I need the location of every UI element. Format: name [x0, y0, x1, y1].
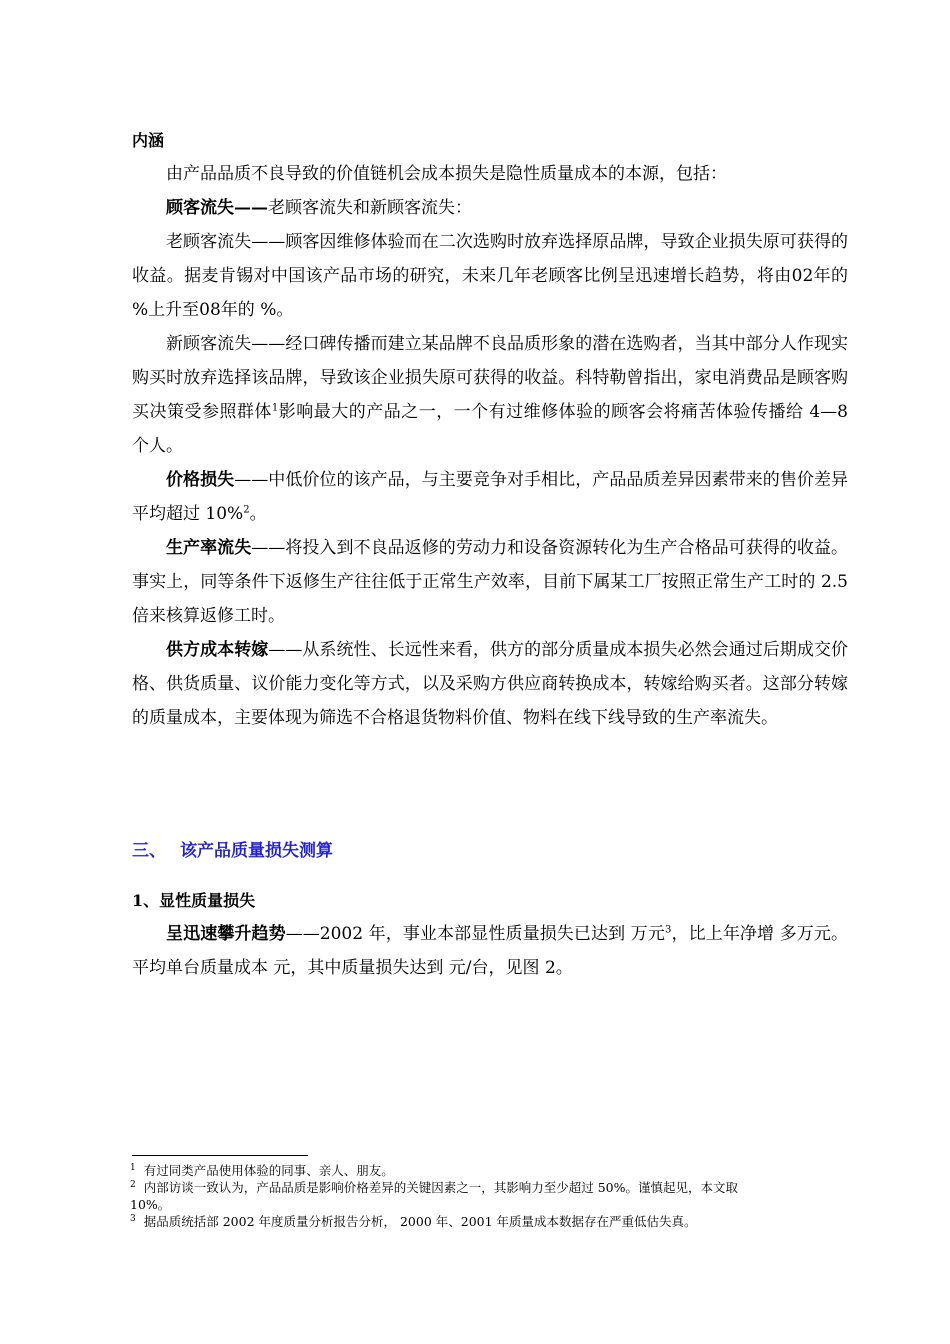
- new-customer-text-a: 新顾客流失——经口碑传播而建立某品牌不良品质形象的潜在选购者，当其中部分人作现实购买时放弃选择该品牌，导致该企业损失原可获得的收益。科特勒曾指出，家电消费品是顾客购买决策受参照群体: [132, 334, 848, 422]
- rise-paragraph: [132, 917, 848, 985]
- price-loss-text-a: ——中低价位的该产品，与主要竞争对手相比，产品品质差异因素带来的售价差异平均超过 10%: [132, 470, 849, 524]
- footnote-1: [130, 1162, 830, 1179]
- footnote-number: 1: [130, 1162, 136, 1173]
- footnote-3: [130, 1213, 830, 1230]
- rise-text-a: ——2002 年，事业本部显性质量损失已达到 万元: [285, 924, 665, 944]
- new-customer-text-b: 影响最大的产品之一，一个有过维修体验的顾客会将痛苦体验传播给 4—8 个人。: [132, 402, 848, 456]
- footnote-number: 2: [130, 1179, 136, 1190]
- footnote-text: 内部访谈一致认为，产品品质是影响价格差异的关键因素之一，其影响力至少超过 50%。谨慎起见，本文取: [143, 1180, 738, 1195]
- footnote-text: 有过同类产品使用体验的同事、亲人、朋友。: [143, 1163, 394, 1178]
- productivity-loss-text: ——将投入到不良品返修的劳动力和设备资源转化为生产合格品可获得的收益。事实上，同等条件下返修生产往往低于正常生产效率，目前下属某工厂按照正常生产工时的 2.5 倍来核算返修工时。: [132, 538, 849, 626]
- body-block-2: [132, 917, 848, 985]
- supplier-cost-paragraph: [132, 633, 848, 735]
- footnote-2: [130, 1179, 830, 1213]
- footnotes: [130, 1162, 830, 1230]
- supplier-cost-term: 供方成本转嫁: [166, 640, 269, 660]
- body-block-1: [132, 157, 848, 735]
- customer-loss-paragraph: [132, 191, 848, 225]
- price-loss-term: 价格损失: [166, 470, 235, 490]
- footnote-ref-3: 3: [665, 924, 672, 936]
- new-customer-paragraph: [132, 327, 848, 463]
- old-customer-paragraph: 老顾客流失——顾客因维修体验而在二次选购时放弃选择原品牌，导致企业损失原可获得的收益。据麦肯锡对中国该产品市场的研究，未来几年老顾客比例呈迅速增长趋势，将由02年的 %上升至08年的 %。: [132, 232, 848, 320]
- customer-loss-term: 顾客流失——: [166, 198, 268, 218]
- price-loss-paragraph: [132, 463, 848, 531]
- productivity-loss-paragraph: [132, 531, 848, 633]
- footnote-text: 据品质统括部 2002 年度质量分析报告分析， 2000 年、2001 年质量成本数据存在严重低估失真。: [143, 1214, 697, 1229]
- section-number: 三、: [132, 841, 166, 861]
- footnote-divider: [132, 1155, 308, 1156]
- subsection-title: 1、显性质量损失: [132, 891, 256, 910]
- footnote-ref-2: 2: [243, 504, 250, 516]
- footnote-ref-1: 1: [271, 402, 279, 414]
- rise-term: 呈迅速攀升趋势: [166, 924, 286, 944]
- intro-paragraph: 由产品品质不良导致的价值链机会成本损失是隐性质量成本的本源，包括：: [166, 164, 727, 184]
- heading-neihan: 内涵: [132, 131, 165, 150]
- footnote-text-continued: 10%。: [130, 1197, 171, 1212]
- section-title: [132, 836, 333, 861]
- productivity-loss-term: 生产率流失: [166, 538, 252, 558]
- customer-loss-text: 老顾客流失和新顾客流失：: [268, 198, 472, 218]
- rise-text-b: ，比上年净增 多万元。平均单台质量成本 元，其中质量损失达到 元/台，见图 2。: [132, 924, 849, 978]
- footnote-number: 3: [130, 1213, 136, 1224]
- section-title-text: 该产品质量损失测算: [180, 841, 333, 861]
- supplier-cost-text: ——从系统性、长远性来看，供方的部分质量成本损失必然会通过后期成交价格、供货质量、议价能力变化等方式，以及采购方供应商转换成本，转嫁给购买者。这部分转嫁的质量成本，主要体现为筛选不合格退货物料价值、物料在线下线导致的生产率流失。: [132, 640, 849, 728]
- price-loss-text-b: 。: [249, 504, 267, 524]
